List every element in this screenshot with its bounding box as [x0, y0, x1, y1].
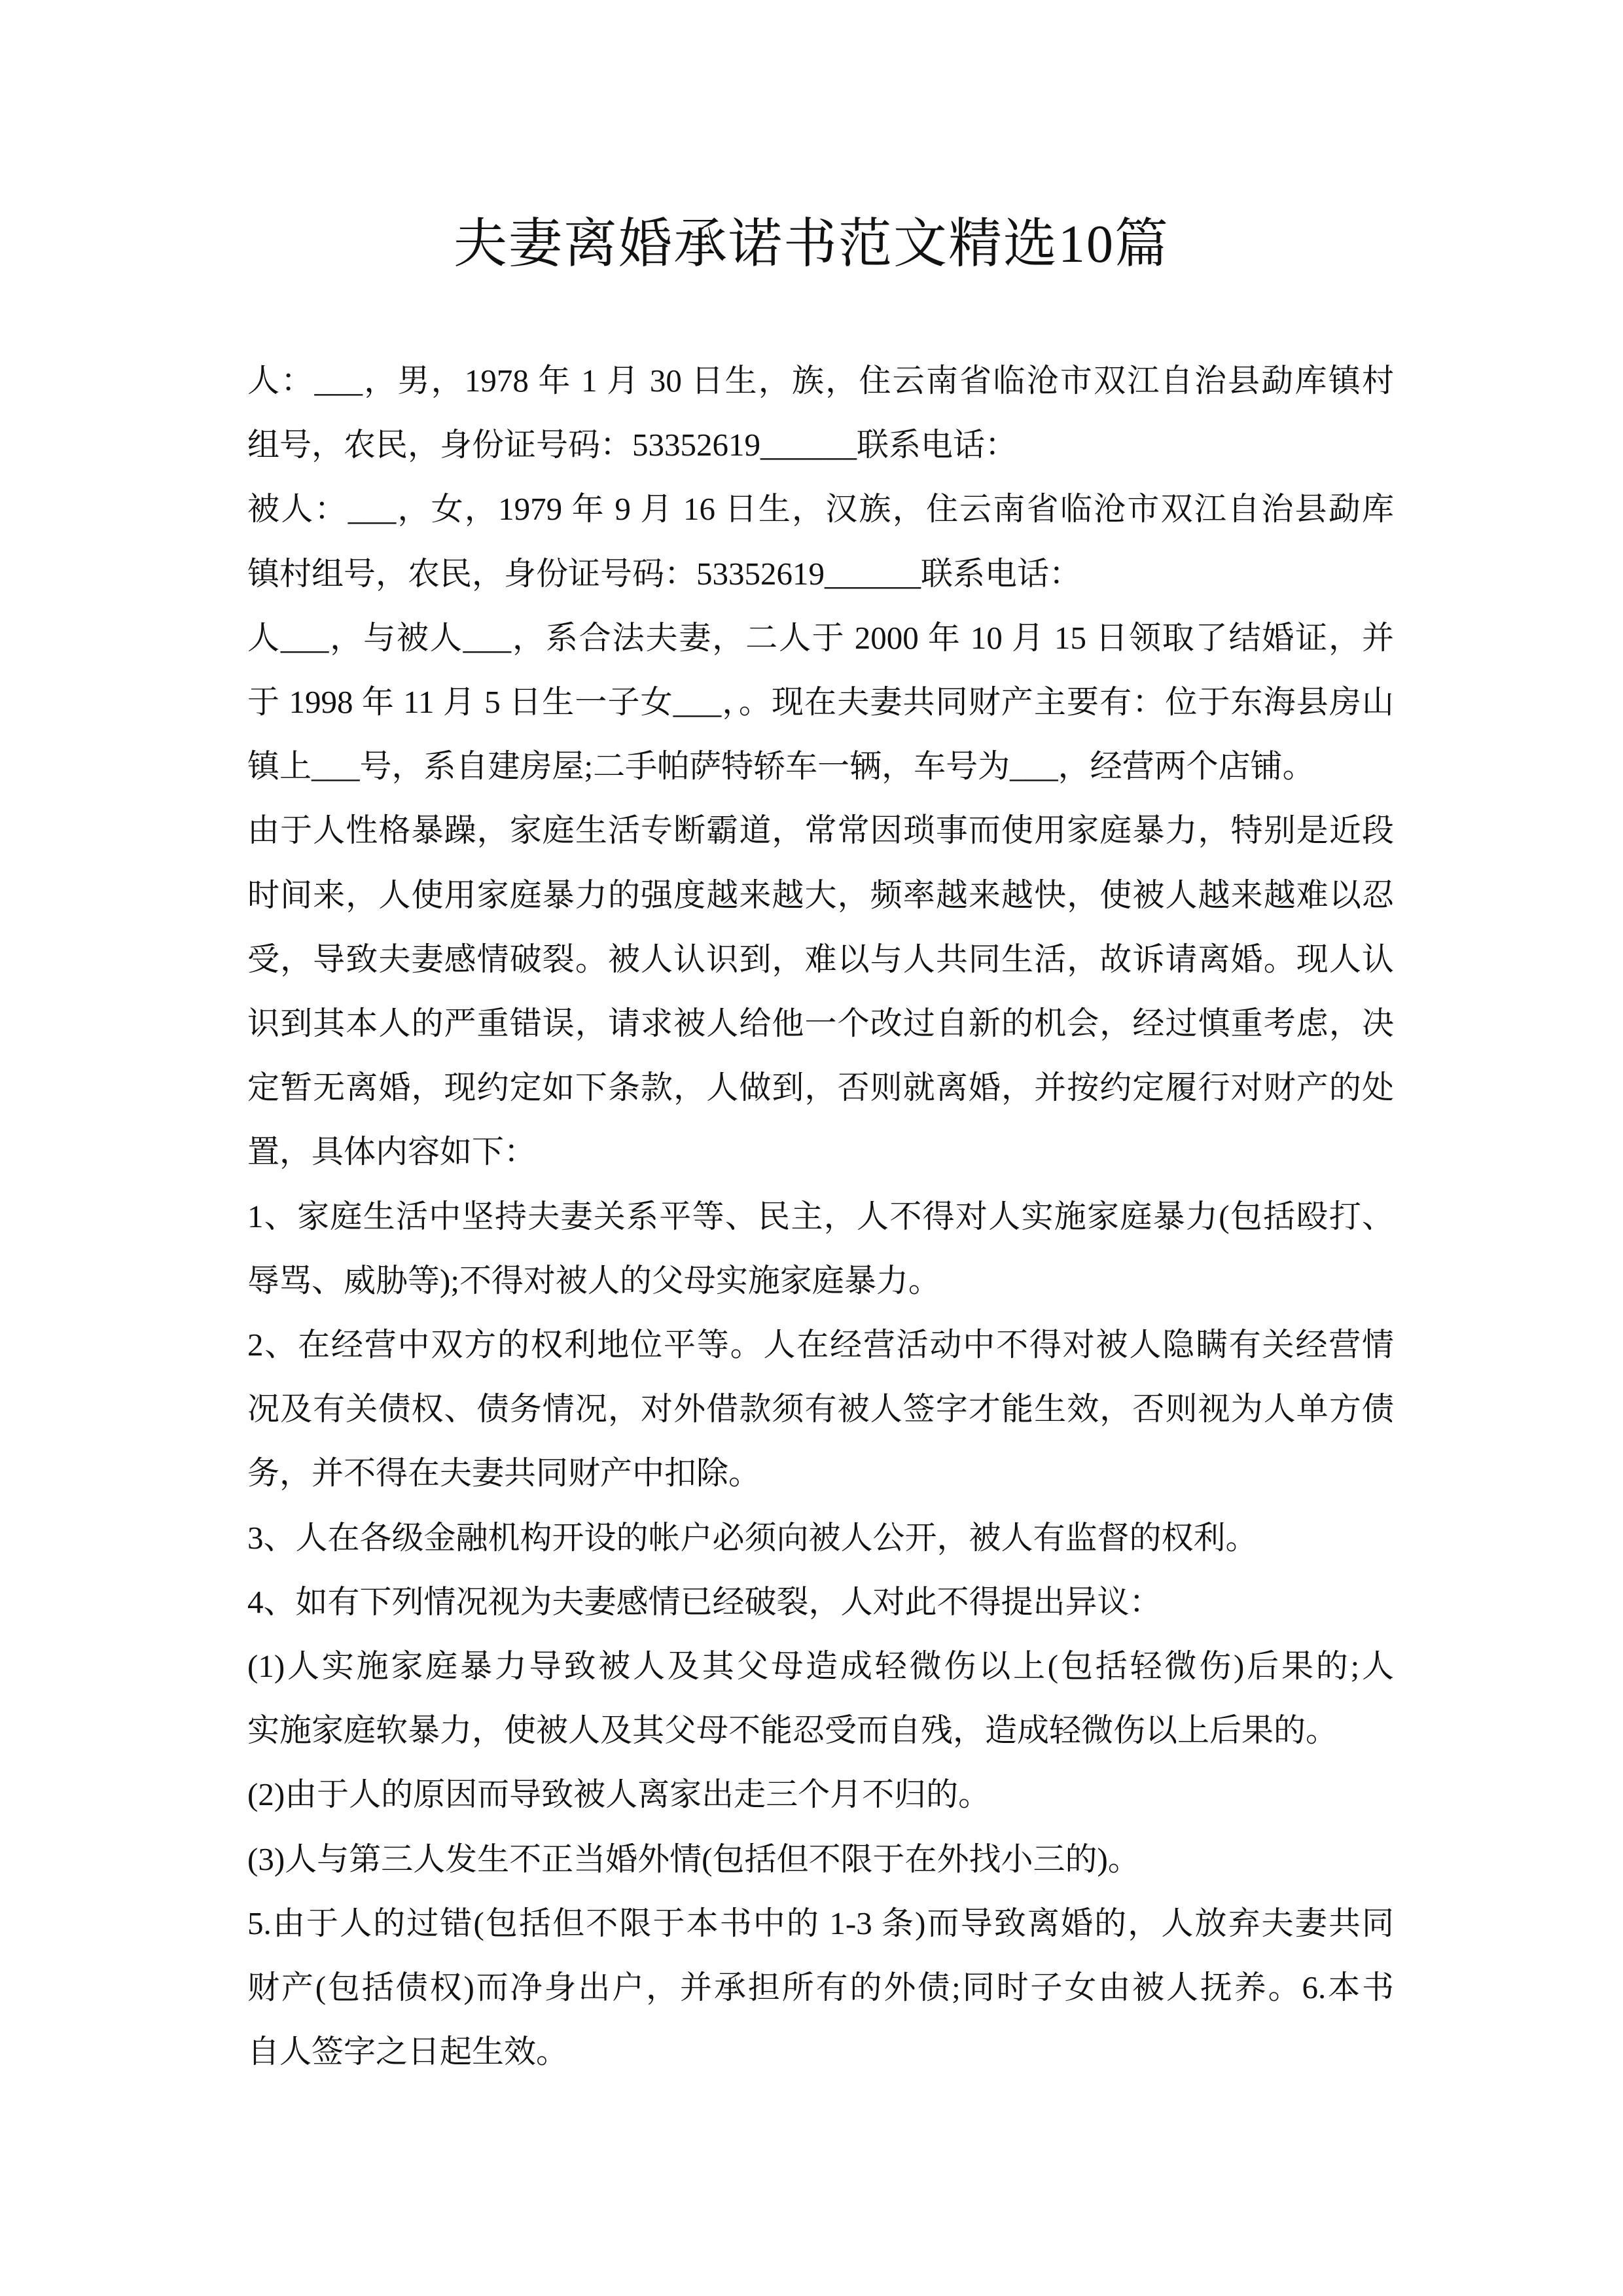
- body-text-line: (2)由于人的原因而导致被人离家出走三个月不归的。: [247, 1776, 991, 1813]
- body-text-line: 识到其本人的严重错误，请求被人给他一个改过自新的机会，经过慎重考虑，决: [247, 1005, 1394, 1041]
- body-text-line: 辱骂、威胁等);不得对被人的父母实施家庭暴力。: [247, 1262, 940, 1299]
- document-title: 夫妻离婚承诺书范文精选10篇: [453, 214, 1169, 274]
- body-text-line: 4、如有下列情况视为夫妻感情已经破裂，人对此不得提出异议：: [247, 1583, 1162, 1620]
- body-text-line: 组号，农民，身份证号码：53352619______联系电话：: [247, 427, 1018, 463]
- body-text-line: 人：___，男，1978 年 1 月 30 日生，族，住云南省临沧市双江自治县勐库镇村: [247, 363, 1394, 399]
- body-text-line: (3)人与第三人发生不正当婚外情(包括但不限于在外找小三的)。: [247, 1840, 1140, 1877]
- body-text-line: 由于人性格暴躁，家庭生活专断霸道，常常因琐事而使用家庭暴力，特别是近段: [247, 812, 1394, 849]
- body-text-line: 自人签字之日起生效。: [247, 2034, 569, 2070]
- body-text-line: 财产(包括债权)而净身出户，并承担所有的外债;同时子女由被人抚养。6.本书: [247, 1969, 1394, 2005]
- body-text-line: 5.由于人的过错(包括但不限于本书中的 1-3 条)而导致离婚的，人放弃夫妻共同: [247, 1905, 1394, 1941]
- body-text-line: 镇村组号，农民，身份证号码：53352619______联系电话：: [247, 555, 1082, 592]
- body-text-line: 受，导致夫妻感情破裂。被人认识到，难以与人共同生活，故诉请离婚。现人认: [247, 941, 1394, 977]
- body-text-line: 务，并不得在夫妻共同财产中扣除。: [247, 1455, 761, 1492]
- body-text-line: 于 1998 年 11 月 5 日生一子女___，。现在夫妻共同财产主要有：位于东海县房山: [247, 684, 1394, 720]
- body-text-line: 置，具体内容如下：: [247, 1134, 537, 1170]
- body-text-line: 况及有关债权、债务情况，对外借款须有被人签字才能生效，否则视为人单方债: [247, 1391, 1394, 1427]
- body-text-line: (1)人实施家庭暴力导致被人及其父母造成轻微伤以上(包括轻微伤)后果的;人: [247, 1648, 1394, 1684]
- body-text-line: 被人：___，女，1979 年 9 月 16 日生，汉族，住云南省临沧市双江自治县勐库: [247, 491, 1394, 528]
- body-text-line: 2、在经营中双方的权利地位平等。人在经营活动中不得对被人隐瞒有关经营情: [247, 1327, 1394, 1363]
- body-text-line: 3、人在各级金融机构开设的帐户必须向被人公开，被人有监督的权利。: [247, 1519, 1258, 1556]
- body-text-line: 镇上___号，系自建房屋;二手帕萨特轿车一辆，车号为___，经营两个店铺。: [247, 748, 1315, 785]
- body-text-line: 实施家庭软暴力，使被人及其父母不能忍受而自残，造成轻微伤以上后果的。: [247, 1712, 1338, 1749]
- body-text-line: 人___，与被人___，系合法夫妻，二人于 2000 年 10 月 15 日领取了结婚证，并: [247, 619, 1394, 656]
- body-text-line: 定暂无离婚，现约定如下条款，人做到，否则就离婚，并按约定履行对财产的处: [247, 1069, 1394, 1106]
- body-text-line: 1、家庭生活中坚持夫妻关系平等、民主，人不得对人实施家庭暴力(包括殴打、: [247, 1198, 1394, 1234]
- body-text-line: 时间来，人使用家庭暴力的强度越来越大，频率越来越快，使被人越来越难以忍: [247, 876, 1394, 913]
